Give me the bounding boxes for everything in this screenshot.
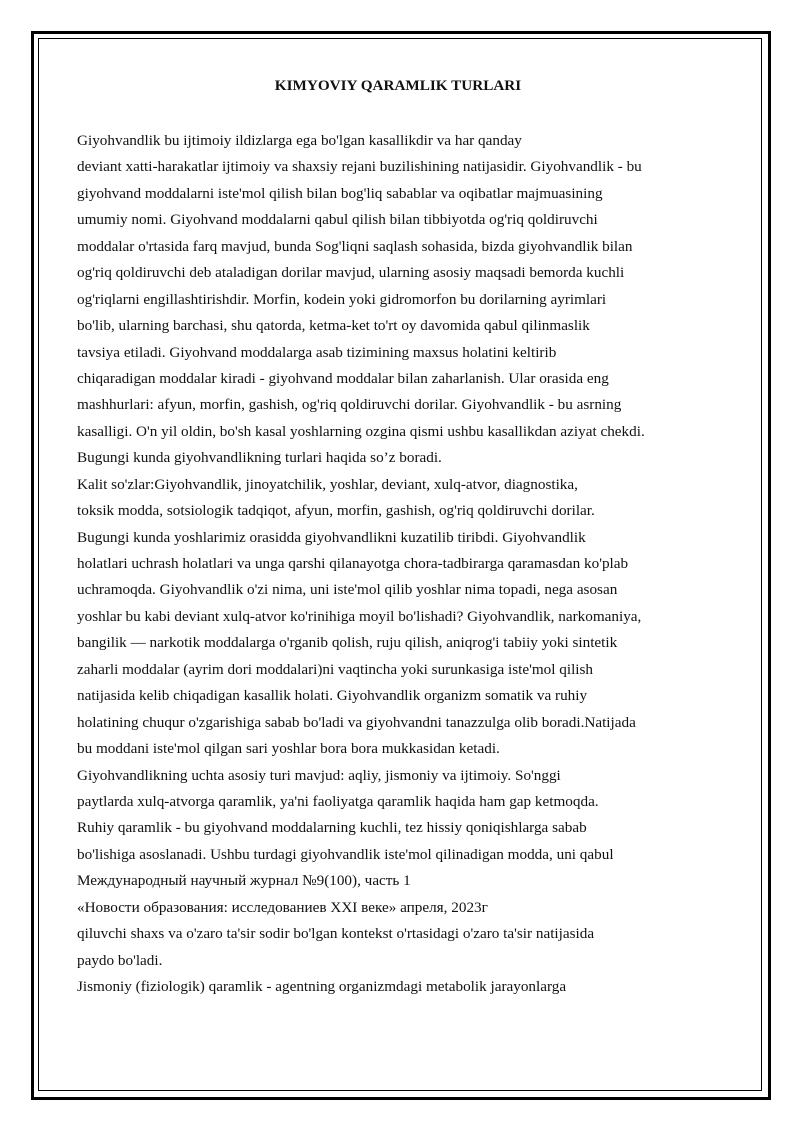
text-line: yoshlar bu kabi deviant xulq-atvor ko'rinihiga moyil bo'lishadi? Giyohvandlik, narkomaniya, (77, 607, 642, 625)
text-line: toksik modda, sotsiologik tadqiqot, afyun, morfin, gashish, og'riq qoldiruvchi dorilar. (77, 502, 595, 520)
text-line: zaharli moddalar (ayrim dori moddalari)ni vaqtincha yoki surunkasiga iste'mol qilish (77, 660, 594, 678)
text-line: tavsiya etiladi. Giyohvand moddalarga asab tizimining maxsus holatini keltirib (77, 343, 557, 361)
text-line: chiqaradigan moddalar kiradi - giyohvand moddalar bilan zaharlanish. Ular orasida eng (77, 369, 609, 387)
text-line: uchramoqda. Giyohvandlik o'zi nima, uni iste'mol qilib yoshlar nima topadi, nega asosan (77, 581, 618, 599)
text-line: Giyohvandlikning uchta asosiy turi mavjud: aqliy, jismoniy va ijtimoiy. So'nggi (77, 766, 561, 784)
text-line: umumiy nomi. Giyohvand moddalarni qabul qilish bilan tibbiyotda og'riq qoldiruvchi (77, 211, 598, 229)
text-line: Bugungi kunda yoshlarimiz orasidda giyohvandlikni kuzatilib tiribdi. Giyohvandlik (77, 528, 586, 546)
text-line: Giyohvandlik bu ijtimoiy ildizlarga ega bo'lgan kasallikdir va har qanday (77, 132, 522, 149)
text-line: holatining chuqur o'zgarishiga sabab bo'ladi va giyohvandni tanazzulga olib boradi.Natijada (77, 713, 636, 731)
text-line: Bugungi kunda giyohvandlikning turlari haqida so’z boradi. (77, 449, 442, 467)
document-text (77, 128, 697, 1000)
text-line: natijasida kelib chiqadigan kasallik holati. Giyohvandlik organizm somatik va ruhiy (77, 687, 588, 705)
text-line: bangilik — narkotik moddalarga o'rganib qolish, ruju qilish, aniqrog'i tabiiy yoki sintetik (77, 634, 618, 652)
text-line: deviant xatti-harakatlar ijtimoiy va shaxsiy rejani buzilishining natijasidir. Giyohvandlik - bu (77, 158, 642, 176)
text-line: giyohvand moddalarni iste'mol qilish bilan bog'liq sabablar va oqibatlar majmuasining (77, 184, 603, 202)
text-line: paytlarda xulq-atvorga qaramlik, ya'ni faoliyatga qaramlik haqida ham gap ketmoqda. (77, 792, 599, 810)
document-title: KIMYOVIY QARAMLIK TURLARI (274, 77, 522, 94)
text-line: Kalit so'zlar:Giyohvandlik, jinoyatchilik, yoshlar, deviant, xulq-atvor, diagnostika, (77, 475, 578, 493)
text-line: «Новости образования: исследованиев XXI веке» апреля, 2023г (77, 898, 488, 916)
text-line: Международный научный журнал №9(100), часть 1 (77, 872, 411, 890)
text-line: bo'lib, ularning barchasi, shu qatorda, ketma-ket to'rt oy davomida qabul qilinmaslik (77, 317, 590, 335)
text-line: bo'lishiga asoslanadi. Ushbu turdagi giyohvandlik iste'mol qilinadigan modda, uni qabul (77, 845, 614, 863)
text-line: Jismoniy (fiziologik) qaramlik - agentning organizmdagi metabolik jarayonlarga (77, 978, 567, 995)
text-line: kasalligi. O'n yil oldin, bo'sh kasal yoshlarning ozgina qismi ushbu kasallikdan aziyat chekdi. (77, 422, 645, 440)
document-body (77, 73, 697, 1000)
text-line: mashhurlari: afyun, morfin, gashish, og'riq qoldiruvchi dorilar. Giyohvandlik - bu asrning (77, 396, 622, 414)
text-line: bu moddani iste'mol qilgan sari yoshlar bora bora mukkasidan ketadi. (77, 740, 500, 758)
text-line: qiluvchi shaxs va o'zaro ta'sir sodir bo'lgan kontekst o'rtasidagi o'zaro ta'sir natijasida (77, 925, 595, 943)
text-line: paydo bo'ladi. (77, 951, 163, 969)
text-line: og'riqlarni engillashtirishdir. Morfin, kodein yoki gidromorfon bu dorilarning ayrimlari (77, 290, 607, 308)
text-line: moddalar o'rtasida farq mavjud, bunda Sog'liqni saqlash sohasida, bizda giyohvandlik bilan (77, 237, 633, 255)
text-line: Ruhiy qaramlik - bu giyohvand moddalarning kuchli, tez hissiy qoniqishlarga sabab (77, 819, 587, 837)
text-line: og'riq qoldiruvchi deb ataladigan dorilar mavjud, ularning asosiy maqsadi bemorda kuchli (77, 264, 625, 282)
text-line: holatlari uchrash holatlari va unga qarshi qilanayotga chora-tadbirarga qaramasdan ko'plab (77, 555, 629, 572)
